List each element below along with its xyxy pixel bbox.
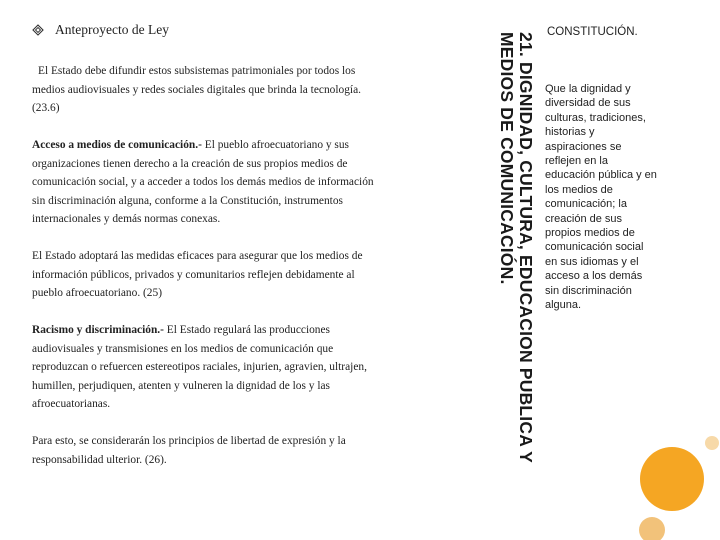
decorative-circle-large <box>640 447 704 511</box>
decorative-circle-small <box>639 517 665 540</box>
paragraph-racismo <box>32 321 382 414</box>
paragraph-acceso-medios <box>32 136 382 229</box>
decorative-circle-tiny <box>705 436 719 450</box>
heading-racismo: Racismo y discriminación.- <box>32 324 164 336</box>
constitution-title: CONSTITUCIÓN. <box>547 26 638 38</box>
vertical-title-line2: MEDIOS DE COMUNICACIÓN. <box>497 32 517 285</box>
constitution-text: Que la dignidad y diversidad de sus culturas, tradiciones, historias y aspiraciones se reflejen en la educación pública y en los medios de comunicación; la creación de sus propios medios de comunicación social en sus idiomas y el acceso a los demás sin discriminación alguna. <box>545 83 657 312</box>
paragraph-difusion: El Estado debe difundir estos subsistemas patrimoniales por todos los medios audiovisuales y redes sociales digitales que brinda la tecnología. (23.6) <box>32 65 361 114</box>
heading-acceso-medios: Acceso a medios de comunicación.- <box>32 139 202 151</box>
paragraph-medidas-eficaces: El Estado adoptará las medidas eficaces para asegurar que los medios de información públicos, privados y comunitarios reflejen debidamente al pueblo afroecuatoriano. (25) <box>32 250 363 299</box>
text-acceso-medios: El pueblo afroecuatoriano y sus organizaciones tienen derecho a la creación de sus propios medios de comunicación social, y a acceder a todos los demás medios de información sin discriminación alguna, conforme a la Constitución, instrumentos internacionales y demás normas conexas. <box>32 139 374 225</box>
paragraph-libertad-expresion: Para esto, se considerarán los principios de libertad de expresión y la responsabilidad ulterior. (26). <box>32 435 346 466</box>
law-text-column <box>32 62 382 488</box>
vertical-title-line1: 21. DIGNIDAD, CULTURA, EDUCACION PUBLICA Y <box>516 32 536 464</box>
text-racismo: El Estado regulará las producciones audiovisuales y transmisiones en los medios de comunicación que reproduzcan o refuercen estereotipos raciales, injurien, agravien, ultrajen, humillen, perjudiquen, atenten y vulneren la dignidad de los y las afroecuatorianas. <box>32 324 367 410</box>
slide-header-title: Anteproyecto de Ley <box>55 22 169 37</box>
diamond-bullet-icon <box>32 24 46 38</box>
vertical-section-title <box>497 32 535 463</box>
